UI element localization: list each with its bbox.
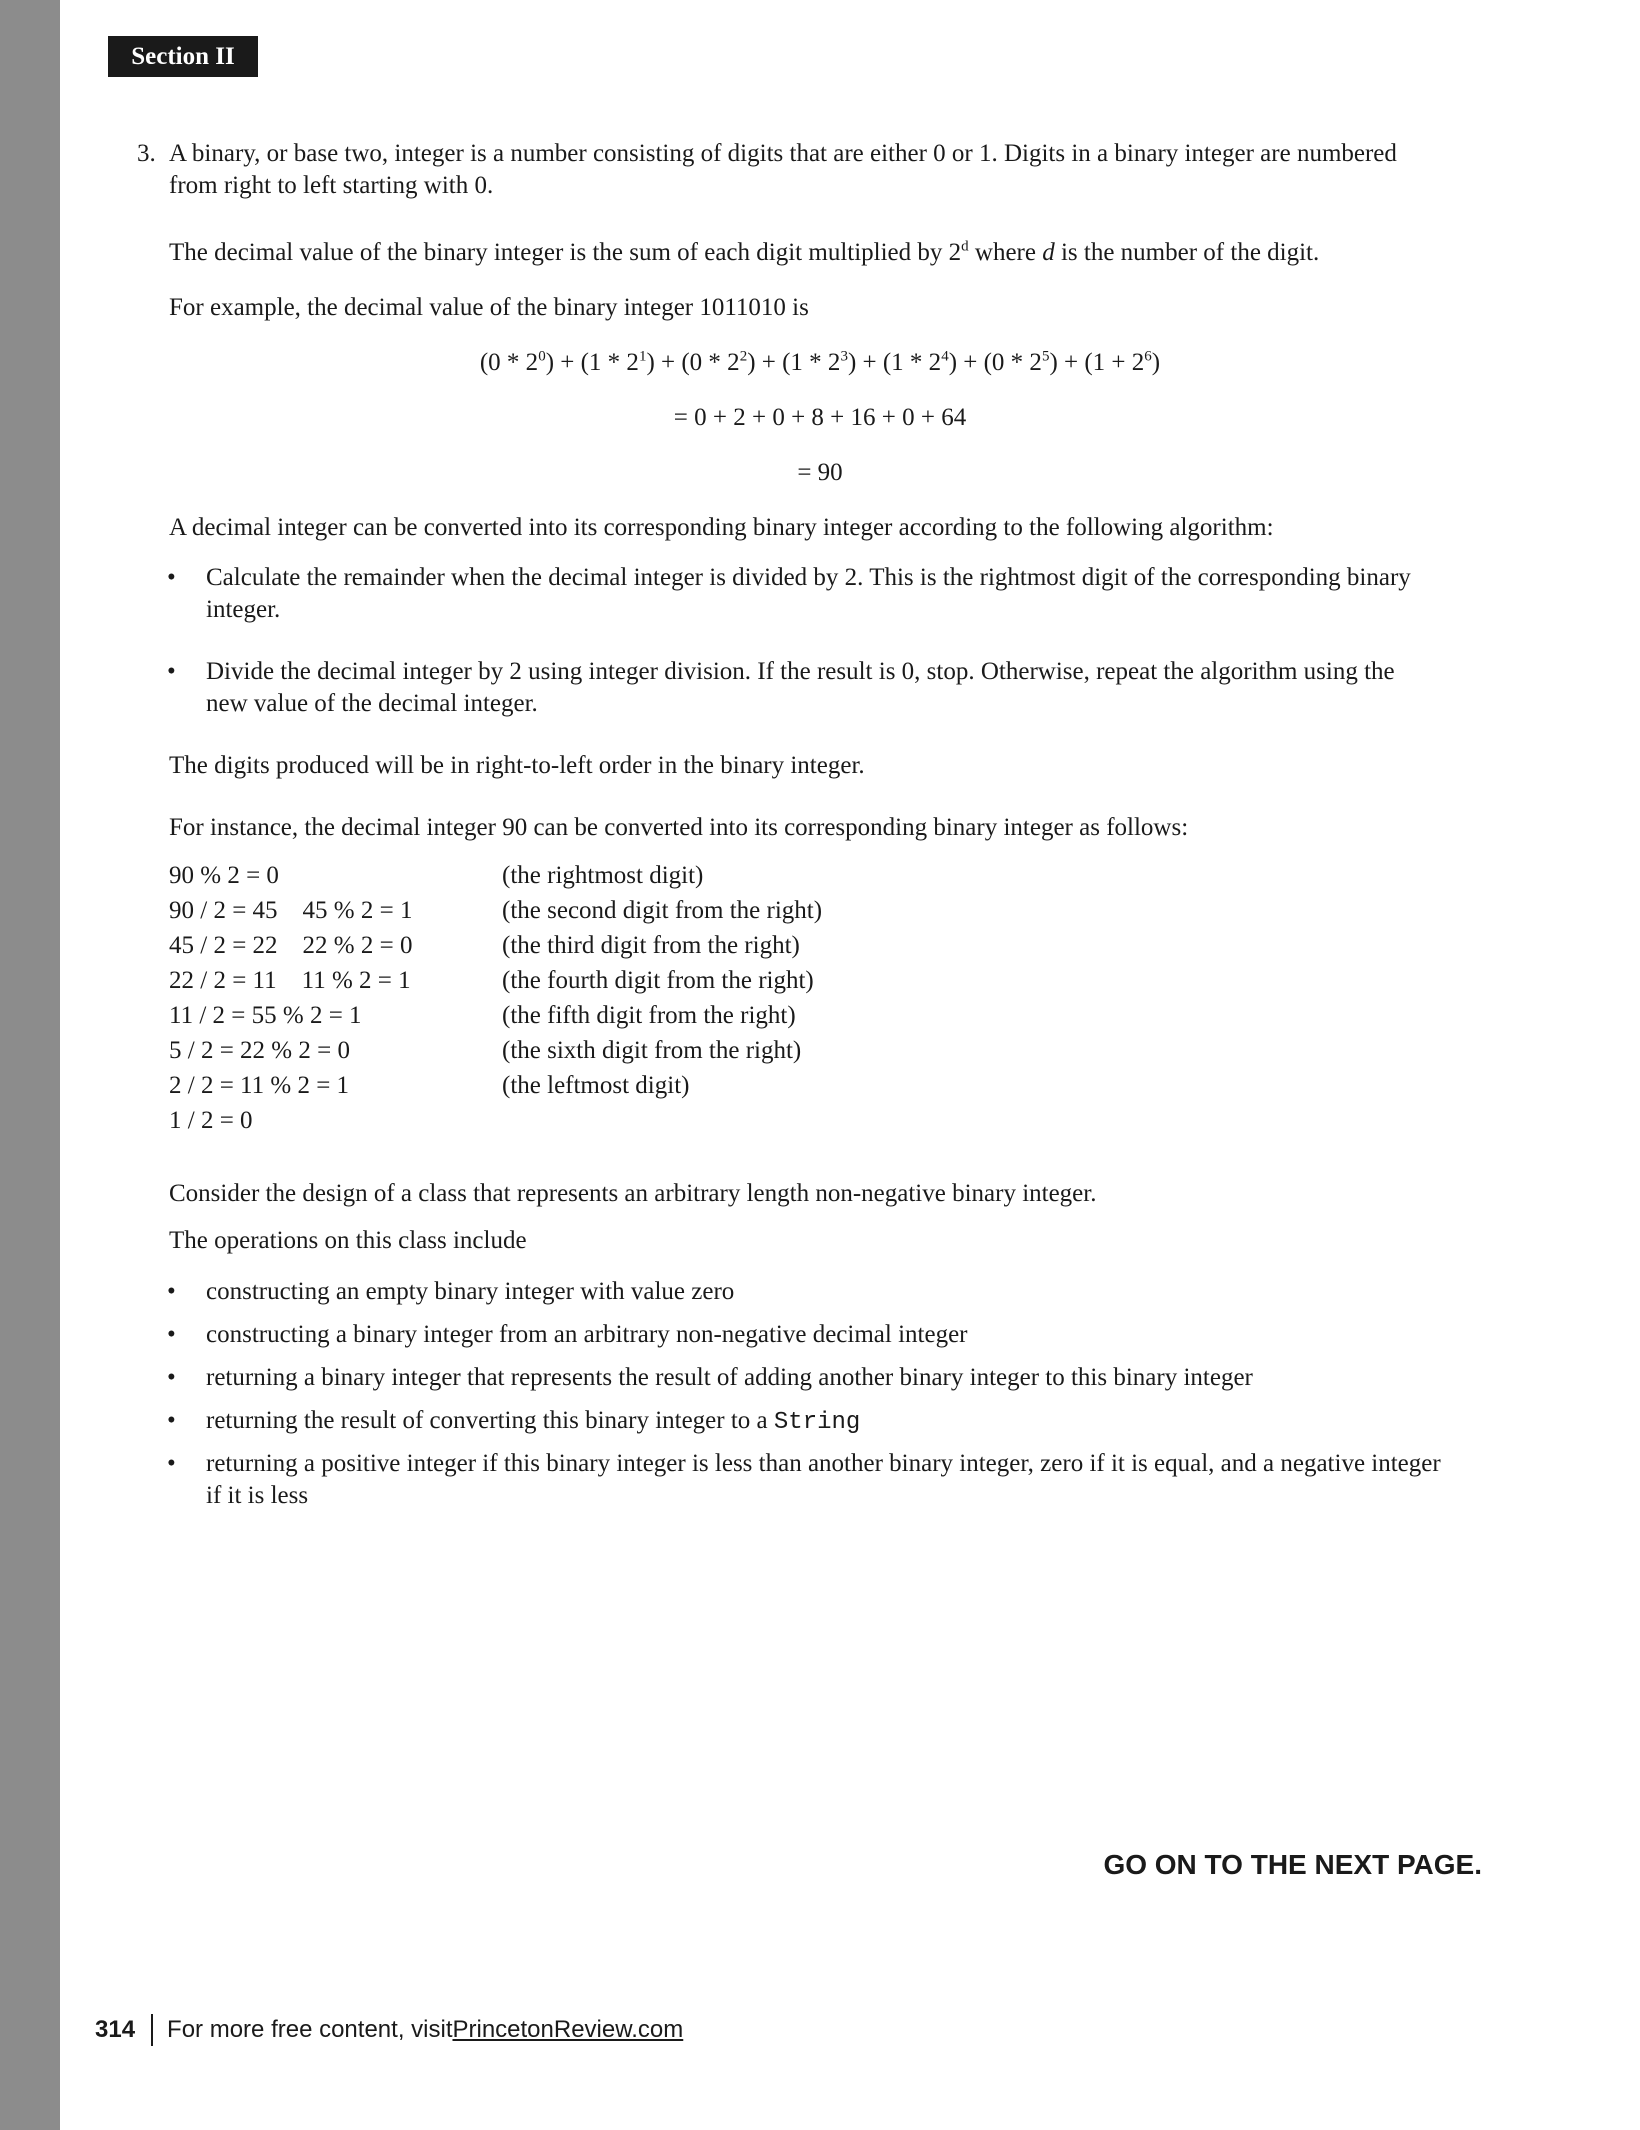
algorithm-step-2-line-2: new value of the decimal integer.	[206, 690, 538, 717]
operation-5-line-1: returning a positive integer if this binary integer is less than another binary integer, zero if it is equal, and a negative integer	[206, 1450, 1441, 1477]
step-calc: 45 / 2 = 22 22 % 2 = 0	[169, 932, 413, 959]
formula-line	[0, 347, 1640, 378]
formula-exponent: 4	[941, 348, 949, 365]
operations-intro: The operations on this class include	[169, 1227, 527, 1254]
step-calc: 2 / 2 = 11 % 2 = 1	[169, 1072, 350, 1099]
bullet-glyph: •	[167, 1321, 176, 1348]
step-note: (the leftmost digit)	[502, 1072, 690, 1099]
intro-line-2: from right to left starting with 0.	[169, 172, 494, 199]
formula-exponent: 5	[1041, 348, 1050, 365]
formula-exponent: 1	[638, 348, 647, 365]
formula-term: ) + (1 * 2	[545, 349, 639, 376]
formula-term: (0 * 2	[479, 349, 539, 376]
page-number: 314	[95, 2016, 136, 2043]
intro-line-1: A binary, or base two, integer is a number consisting of digits that are either 0 or 1. Digits in a binary integer are numbered	[169, 140, 1397, 167]
step-calc: 5 / 2 = 22 % 2 = 0	[169, 1037, 350, 1064]
formula-exponent: 3	[840, 348, 848, 365]
operation-2: constructing a binary integer from an arbitrary non-negative decimal integer	[206, 1321, 968, 1348]
operation-3: returning a binary integer that represents the result of adding another binary integer to this binary integer	[206, 1364, 1253, 1391]
formula-term: ) + (1 + 2	[1049, 349, 1145, 376]
decimal-value-definition: The decimal value of the binary integer is the sum of each digit multiplied by 2$^d$ where d is the number of the digit.	[169, 238, 1320, 266]
bullet-glyph: •	[167, 1278, 176, 1305]
formula-term: ) + (1 * 2	[847, 349, 942, 376]
formula-term: ) + (0 * 2	[646, 349, 740, 376]
side-margin-bar	[0, 0, 60, 2130]
bullet-glyph: •	[167, 1450, 176, 1477]
string-code: String	[773, 1409, 861, 1436]
formula-term: )	[1151, 349, 1161, 376]
bullet-glyph: •	[167, 1364, 176, 1391]
footer-divider	[151, 2014, 153, 2046]
step-note: (the rightmost digit)	[502, 862, 704, 889]
class-design: Consider the design of a class that represents an arbitrary length non-negative binary integer.	[169, 1180, 1097, 1207]
question-number: 3.	[137, 140, 156, 167]
step-note: (the sixth digit from the right)	[502, 1037, 802, 1064]
formula-term: ) + (0 * 2	[948, 349, 1042, 376]
example-intro: For example, the decimal value of the binary integer 1011010 is	[169, 294, 809, 321]
formula-exponent: 0	[538, 348, 546, 365]
section-label: Section II	[108, 36, 258, 77]
step-calc: 90 / 2 = 45 45 % 2 = 1	[169, 897, 413, 924]
formula-exponent: 2	[739, 348, 748, 365]
step-calc: 90 % 2 = 0	[169, 862, 279, 889]
algorithm-step-2-line-1: Divide the decimal integer by 2 using integer division. If the result is 0, stop. Otherwise, repeat the algorithm using the	[206, 658, 1395, 685]
instance-intro: For instance, the decimal integer 90 can be converted into its corresponding binary integer as follows:	[169, 814, 1189, 841]
formula-term: ) + (1 * 2	[747, 349, 841, 376]
footer-text: For more free content, visit	[167, 2016, 453, 2043]
order-note: The digits produced will be in right-to-left order in the binary integer.	[169, 752, 865, 779]
step-calc: 1 / 2 = 0	[169, 1107, 253, 1134]
step-note: (the fourth digit from the right)	[502, 967, 814, 994]
algorithm-intro: A decimal integer can be converted into its corresponding binary integer according to the following algorithm:	[169, 514, 1274, 541]
bullet-glyph: •	[167, 1407, 176, 1434]
bullet-glyph: •	[167, 658, 176, 685]
step-calc: 11 / 2 = 55 % 2 = 1	[169, 1002, 362, 1029]
algorithm-step-1-line-1: Calculate the remainder when the decimal integer is divided by 2. This is the rightmost digit of the corresponding binary	[206, 564, 1411, 591]
step-note: (the third digit from the right)	[502, 932, 800, 959]
result-line: = 90	[797, 459, 843, 486]
page-footer	[95, 2014, 683, 2046]
bullet-glyph: •	[167, 564, 176, 591]
princeton-review-link[interactable]: PrincetonReview.com	[452, 2016, 684, 2043]
formula-exponent: 6	[1144, 348, 1152, 365]
operation-4: returning the result of converting this binary integer to a String	[206, 1407, 861, 1436]
step-note: (the second digit from the right)	[502, 897, 823, 924]
step-note: (the fifth digit from the right)	[502, 1002, 796, 1029]
operation-1: constructing an empty binary integer with value zero	[206, 1278, 735, 1305]
sum-line: = 0 + 2 + 0 + 8 + 16 + 0 + 64	[673, 404, 967, 431]
go-on-to-next-page: GO ON TO THE NEXT PAGE.	[1103, 1849, 1482, 1880]
operation-5-line-2: if it is less	[206, 1482, 309, 1509]
step-calc: 22 / 2 = 11 11 % 2 = 1	[169, 967, 411, 994]
algorithm-step-1-line-2: integer.	[206, 596, 281, 623]
